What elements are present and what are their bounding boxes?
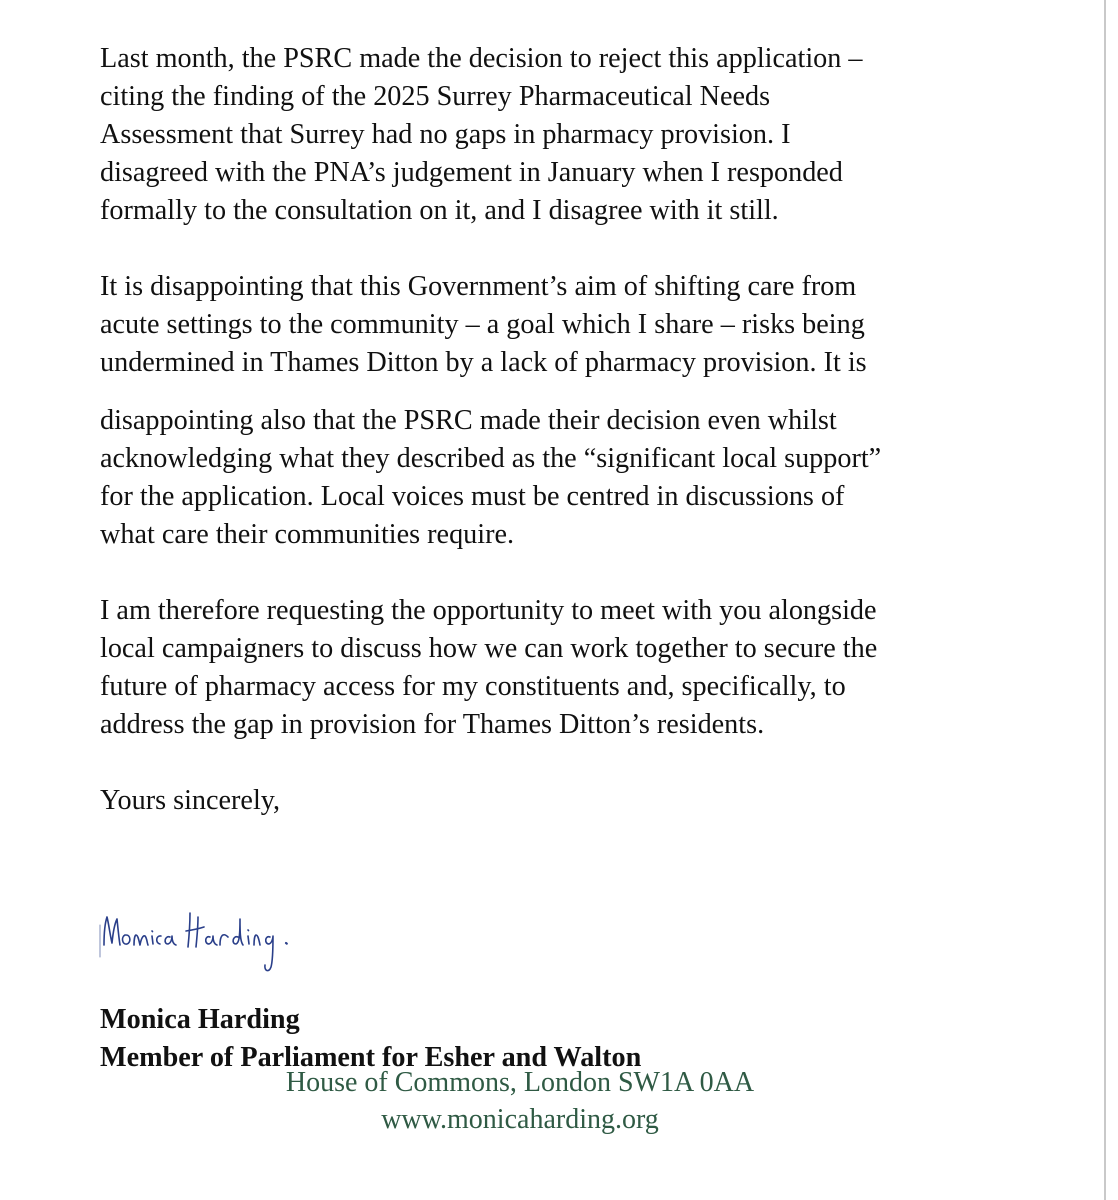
text-line: disappointing also that the PSRC made their decision even whilst: [100, 405, 837, 436]
text-line: Last month, the PSRC made the decision to reject this application –: [100, 43, 863, 74]
text-line: what care their communities require.: [100, 519, 515, 550]
text-line: future of pharmacy access for my constituents and, specifically, to: [100, 671, 846, 702]
text-line: undermined in Thames Ditton by a lack of pharmacy provision. It is: [100, 347, 867, 378]
footer-address: House of Commons, London SW1A 0AA: [285, 1067, 755, 1098]
text-line: acute settings to the community – a goal which I share – risks being: [100, 309, 865, 340]
paragraph-meeting-request: [100, 592, 1060, 744]
paragraph-disappointment-continued: [100, 402, 1060, 554]
letter-body: [100, 40, 1060, 820]
paragraph-spacer: [100, 230, 1060, 268]
text-line: I am therefore requesting the opportunity to meet with you alongside: [100, 595, 877, 626]
text-line: for the application. Local voices must be centred in discussions of: [100, 481, 845, 512]
paragraph-spacer: [100, 744, 1060, 782]
text-line: formally to the consultation on it, and I disagree with it still.: [100, 195, 779, 226]
paragraph-disappointment: [100, 268, 1060, 382]
text-line: It is disappointing that this Government’s aim of shifting care from: [100, 271, 857, 302]
text-line: acknowledging what they described as the “significant local support”: [100, 443, 882, 474]
text-line: disagreed with the PNA’s judgement in January when I responded: [100, 157, 843, 188]
signatory-title: Member of Parliament for Esher and Walton: [100, 1042, 642, 1073]
text-line: address the gap in provision for Thames Ditton’s residents.: [100, 709, 765, 740]
handwritten-signature: [98, 905, 368, 985]
text-line: Assessment that Surrey had no gaps in pharmacy provision. I: [100, 119, 791, 150]
text-line: local campaigners to discuss how we can work together to secure the: [100, 633, 878, 664]
footer-website: www.monicaharding.org: [381, 1104, 659, 1135]
paragraph-spacer: [100, 554, 1060, 592]
text-line: citing the finding of the 2025 Surrey Pharmaceutical Needs: [100, 81, 771, 112]
signatory-name: Monica Harding: [100, 1004, 300, 1035]
page-break-spacer: [100, 382, 1060, 402]
paragraph-rejection: [100, 40, 1060, 230]
closing-salutation: Yours sincerely,: [100, 785, 281, 816]
